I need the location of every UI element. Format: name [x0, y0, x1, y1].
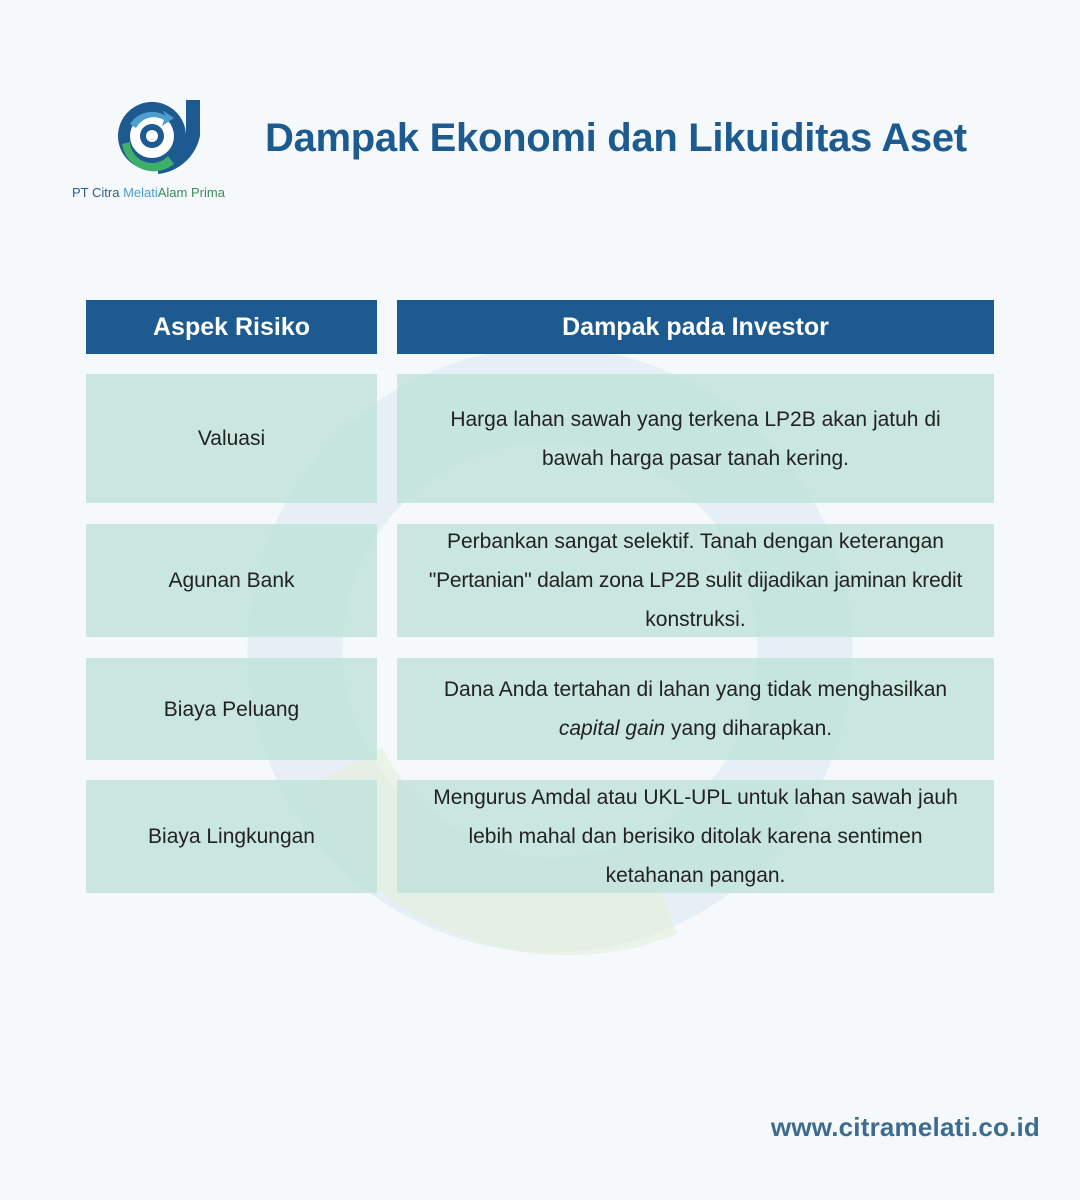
aspect-cell-valuasi: Valuasi: [86, 374, 377, 503]
page-title: Dampak Ekonomi dan Likuiditas Aset: [265, 116, 967, 160]
company-logo: [70, 96, 270, 206]
impact-text: ketahanan pangan.: [605, 864, 786, 887]
impact-cell-agunan-bank: [397, 524, 994, 637]
column-header-aspect: Aspek Risiko: [86, 300, 377, 354]
impact-text: Mengurus Amdal atau UKL-UPL untuk lahan sawah jauh: [433, 786, 958, 809]
aspect-cell-biaya-lingkungan: Biaya Lingkungan: [86, 780, 377, 893]
impact-text: bawah harga pasar tanah kering.: [541, 446, 850, 470]
aspect-cell-biaya-peluang: Biaya Peluang: [86, 658, 377, 760]
impact-cell-valuasi: [397, 374, 994, 503]
impact-text: yang diharapkan.: [665, 717, 833, 740]
logo-company-name: PT Citra MelatiAlam Prima: [72, 185, 225, 200]
impact-text: lebih mahal dan berisiko ditolak karena sentimen: [468, 825, 923, 848]
column-header-impact: Dampak pada Investor: [397, 300, 994, 354]
logo-mark-icon: [108, 98, 232, 178]
impact-cell-biaya-lingkungan: [397, 780, 994, 893]
impact-text: Dana Anda tertahan di lahan yang tidak menghasilkan: [443, 678, 948, 701]
impact-italic-term: capital gain: [558, 717, 666, 740]
impact-text: Perbankan sangat selektif. Tanah dengan keterangan: [446, 530, 944, 553]
impact-cell-biaya-peluang: [397, 658, 994, 760]
website-url[interactable]: www.citramelati.co.id: [770, 1112, 1040, 1142]
aspect-cell-agunan-bank: Agunan Bank: [86, 524, 377, 637]
impact-text: Harga lahan sawah yang terkena LP2B akan jatuh di: [450, 407, 941, 431]
impact-text: "Pertanian" dalam zona LP2B sulit dijadikan jaminan kredit: [428, 569, 963, 592]
impact-text: konstruksi.: [645, 608, 746, 631]
